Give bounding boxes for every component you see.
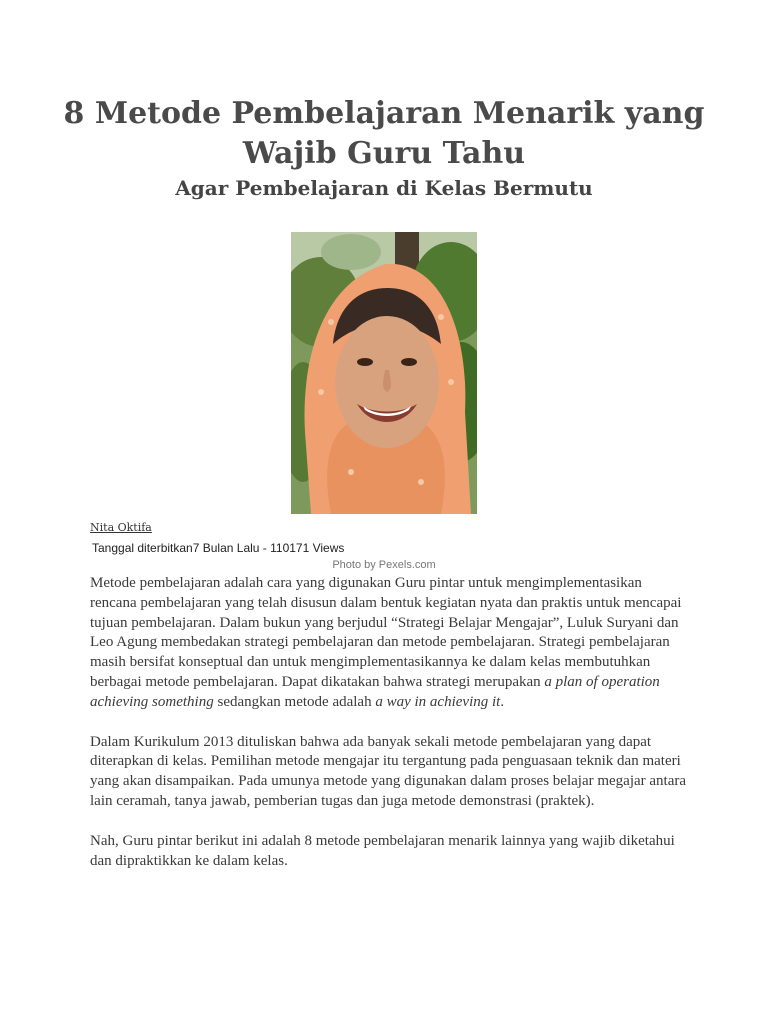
article-title: 8 Metode Pembelajaran Menarik yang Wajib Guru Tahu xyxy=(63,96,705,171)
italic-phrase: a way in achieving it xyxy=(375,693,501,710)
paragraph xyxy=(90,574,690,713)
paragraph-text: Metode pembelajaran adalah cara yang digunakan Guru pintar untuk mengimplementasikan rencana pembelajaran yang telah disusun dalam bentuk kegiatan nyata dan praktis untuk mencapai tujuan pembelajaran. Dalam bukun yang berjudul “Strategi Belajar Mengajar”, Luluk Suryani dan Leo Agung membedakan strategi pembelajaran dan metode pembelajaran. Strategi pembelajaran masih bersifat konseptual dan untuk mengimplementasikannya ke dalam kelas membutuhkan berbagai metode pembelajaran. Dapat dikatakan bahwa strategi merupakan xyxy=(90,575,682,690)
article-subtitle: Agar Pembelajaran di Kelas Bermutu xyxy=(175,176,593,200)
publish-meta: Tanggal diterbitkan7 Bulan Lalu - 110171 Views xyxy=(92,541,345,555)
author-link[interactable]: Nita Oktifa xyxy=(90,521,152,534)
paragraph xyxy=(90,733,690,812)
article-body xyxy=(90,574,690,891)
photo-credit: Photo by Pexels.com xyxy=(332,559,436,571)
paragraph xyxy=(90,832,690,872)
paragraph-text: Nah, Guru pintar berikut ini adalah 8 metode pembelajaran menarik lainnya yang wajib diketahui dan dipraktikkan ke dalam kelas. xyxy=(90,832,675,869)
author-photo xyxy=(291,232,477,514)
paragraph-text: . xyxy=(500,693,505,710)
paragraph-text: Dalam Kurikulum 2013 dituliskan bahwa ada banyak sekali metode pembelajaran yang dapat diterapkan di kelas. Pemilihan metode mengajar itu tergantung pada penguasaan teknik dan materi yang akan disampaikan. Pada umunya metode yang digunakan dalam proses belajar megajar antara lain ceramah, tanya jawab, pemberian tugas dan juga metode demonstrasi (praktek). xyxy=(90,733,687,809)
italic-phrase: a plan of operation achieving something xyxy=(90,673,660,710)
paragraph-text: sedangkan metode adalah xyxy=(213,693,376,710)
